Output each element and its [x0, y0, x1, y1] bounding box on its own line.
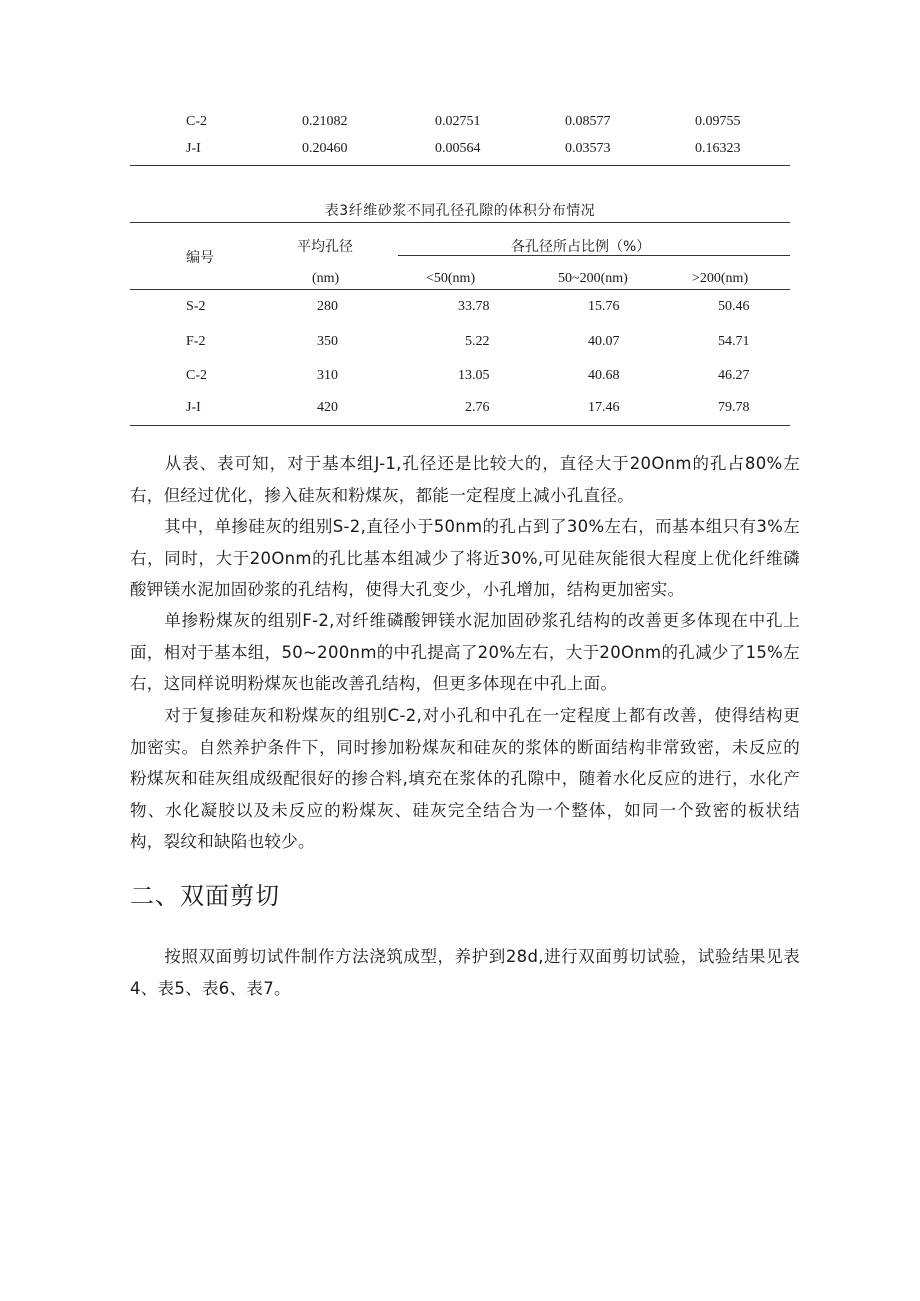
body-paragraph: 其中，单掺硅灰的组别S-2,直径小于50nm的孔占到了30%左右，而基本组只有3%左右，同时，大于20Onm的孔比基本组减少了将近30%,可见硅灰能很大程度上优化纤维磷酸钾镁水泥加固砂浆的孔结构，使得大孔变少，小孔增加，结构更加密实。	[130, 517, 800, 599]
table-header-rule	[130, 289, 790, 290]
table-cell: 5.22	[465, 334, 490, 349]
table-cell: S-2	[186, 299, 206, 314]
column-header-large: >200(nm)	[692, 271, 749, 286]
section-heading: 二、双面剪切	[130, 882, 280, 910]
table-cell: 50.46	[718, 299, 750, 314]
table-cell: 0.09755	[695, 114, 741, 129]
table-cell: 0.00564	[435, 141, 481, 156]
table-cell: 54.71	[718, 334, 750, 349]
table-cell: 46.27	[718, 368, 750, 383]
table-cell: C-2	[186, 368, 207, 383]
table-cell: 0.20460	[302, 141, 348, 156]
table-cell: 310	[317, 368, 338, 383]
table-row	[130, 108, 790, 135]
table-cell: 0.16323	[695, 141, 741, 156]
table-cell: 40.68	[588, 368, 620, 383]
table-bottom-rule	[130, 425, 790, 426]
table-cell: 280	[317, 299, 338, 314]
table-cell: 0.02751	[435, 114, 481, 129]
table-cell: 0.21082	[302, 114, 348, 129]
column-header-group: 各孔径所占比例（%）	[511, 239, 651, 255]
table-cell: J-I	[186, 400, 201, 415]
table-bottom-rule	[130, 165, 790, 166]
table-cell: 40.07	[588, 334, 620, 349]
column-header-avg-unit: (nm)	[312, 271, 340, 286]
table-cell: 0.03573	[565, 141, 611, 156]
column-header-id: 编号	[186, 250, 214, 266]
column-header-medium: 50~200(nm)	[558, 271, 628, 286]
table-cell: 2.76	[465, 400, 490, 415]
table-cell: 13.05	[458, 368, 490, 383]
body-paragraph: 对于复掺硅灰和粉煤灰的组别C-2,对小孔和中孔在一定程度上都有改善，使得结构更加密实。自然养护条件下，同时掺加粉煤灰和硅灰的浆体的断面结构非常致密，未反应的粉煤灰和硅灰组成级配很好的掺合料,填充在浆体的孔隙中，随着水化反应的进行，水化产物、水化凝胶以及未反应的粉煤灰、硅灰完全结合为一个整体，如同一个致密的板状结构，裂纹和缺陷也较少。	[130, 706, 800, 851]
table3-caption: 表3纤维砂浆不同孔径孔隙的体积分布情况	[324, 203, 596, 219]
column-header-avg: 平均孔径	[297, 239, 353, 255]
table-cell: 15.76	[588, 299, 620, 314]
table-cell: J-I	[186, 141, 201, 156]
table-cell: 79.78	[718, 400, 750, 415]
table-cell: C-2	[186, 114, 207, 129]
table-cell: 350	[317, 334, 338, 349]
table1-fragment	[130, 108, 790, 162]
table-top-rule	[130, 222, 790, 223]
table3	[130, 222, 790, 427]
table-cell: 17.46	[588, 400, 620, 415]
table-cell: 0.08577	[565, 114, 611, 129]
body-paragraph: 从表、表可知，对于基本组J-1,孔径还是比较大的，直径大于20Onm的孔占80%左右，但经过优化，掺入硅灰和粉煤灰，都能一定程度上减小孔直径。	[130, 454, 800, 505]
body-paragraph: 单掺粉煤灰的组别F-2,对纤维磷酸钾镁水泥加固砂浆孔结构的改善更多体现在中孔上面，相对于基本组，50~200nm的中孔提高了20%左右，大于20Onm的孔减少了15%左右，这同样说明粉煤灰也能改善孔结构，但更多体现在中孔上面。	[130, 611, 800, 693]
table-cell: 33.78	[458, 299, 490, 314]
table-cell: F-2	[186, 334, 206, 349]
body-paragraph: 按照双面剪切试件制作方法浇筑成型，养护到28d,进行双面剪切试验，试验结果见表4、表5、表6、表7。	[130, 947, 800, 998]
table-cell: 420	[317, 400, 338, 415]
table-row	[130, 135, 790, 162]
column-header-small: <50(nm)	[426, 271, 476, 286]
